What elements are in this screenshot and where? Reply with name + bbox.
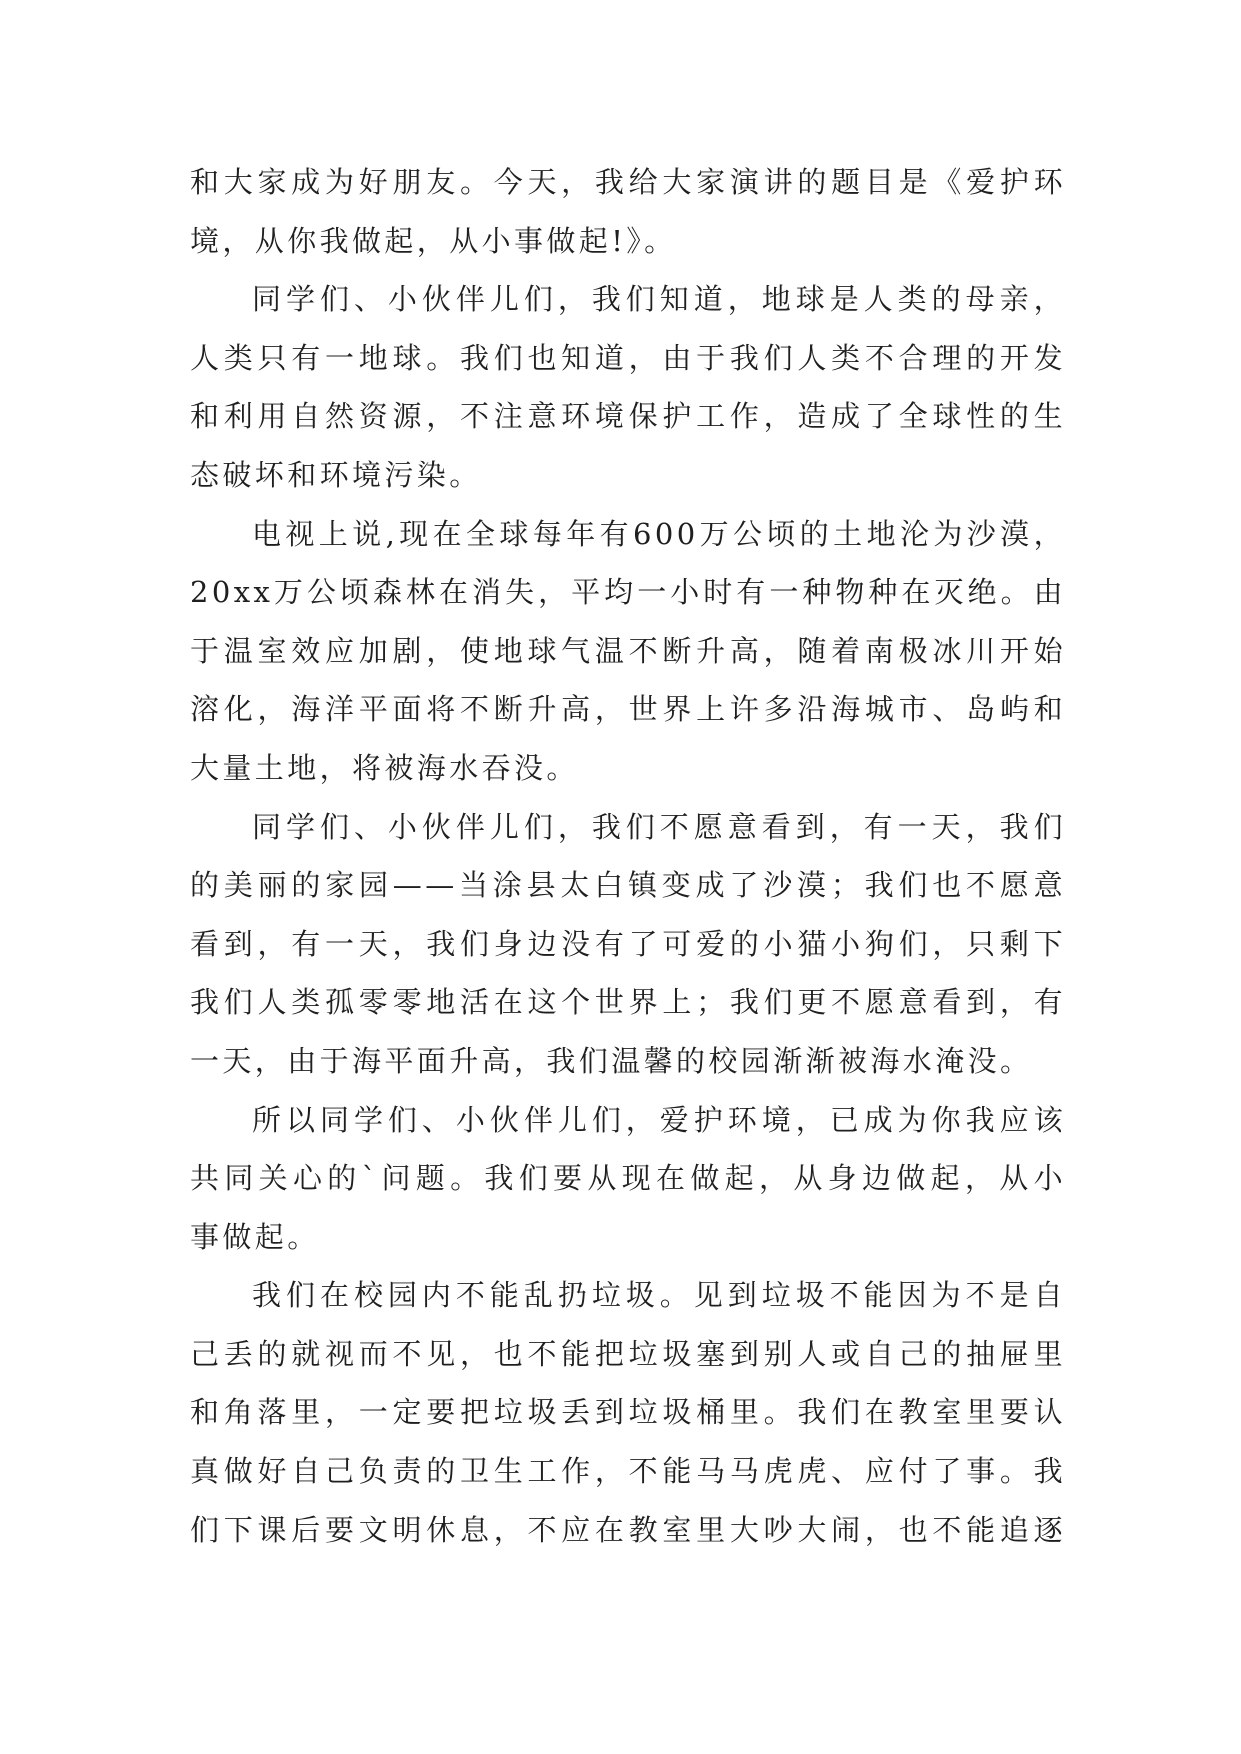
text-line: 同学们、小伙伴儿们，我们知道，地球是人类的母亲， <box>252 282 1066 317</box>
text-line: 们下课后要文明休息，不应在教室里大吵大闹，也不能追逐 <box>190 1512 1066 1547</box>
text-line: 我们人类孤零零地活在这个世界上；我们更不愿意看到，有 <box>190 985 1066 1020</box>
text-line: 和利用自然资源，不注意环境保护工作，造成了全球性的生 <box>190 399 1066 434</box>
paragraph-3 <box>190 505 1066 798</box>
document-body <box>190 153 1066 1559</box>
text-line: 的美丽的家园——当涂县太白镇变成了沙漠；我们也不愿意 <box>190 868 1066 903</box>
text-line: 真做好自己负责的卫生工作，不能马马虎虎、应付了事。我 <box>190 1454 1066 1489</box>
text-line: 境，从你我做起，从小事做起!》。 <box>190 223 677 258</box>
paragraph-4 <box>190 798 1066 1091</box>
text-line: 和角落里，一定要把垃圾丢到垃圾桶里。我们在教室里要认 <box>190 1395 1066 1430</box>
text-line: 于温室效应加剧，使地球气温不断升高，随着南极冰川开始 <box>190 633 1066 668</box>
text-line: 我们在校园内不能乱扔垃圾。见到垃圾不能因为不是自 <box>252 1278 1066 1313</box>
text-line: 事做起。 <box>190 1219 320 1254</box>
text-line: 一天，由于海平面升高，我们温馨的校园渐渐被海水淹没。 <box>190 1043 1033 1078</box>
paragraph-2 <box>190 270 1066 504</box>
text-line: 看到，有一天，我们身边没有了可爱的小猫小狗们，只剩下 <box>190 926 1066 961</box>
text-line: 电视上说,现在全球每年有600万公顷的土地沦为沙漠， <box>252 516 1066 551</box>
text-line: 己丢的就视而不见，也不能把垃圾塞到别人或自己的抽屉里 <box>190 1336 1066 1371</box>
text-line: 人类只有一地球。我们也知道，由于我们人类不合理的开发 <box>190 340 1066 375</box>
text-line: 态破坏和环境污染。 <box>190 457 482 492</box>
text-line: 共同关心的`问题。我们要从现在做起，从身边做起，从小 <box>190 1161 1066 1196</box>
text-line: 所以同学们、小伙伴儿们，爱护环境，已成为你我应该 <box>252 1102 1066 1137</box>
paragraph-6 <box>190 1266 1066 1559</box>
text-line: 溶化，海洋平面将不断升高，世界上许多沿海城市、岛屿和 <box>190 692 1066 727</box>
text-line: 同学们、小伙伴儿们，我们不愿意看到，有一天，我们 <box>252 809 1066 844</box>
paragraph-1 <box>190 153 1066 270</box>
text-line: 和大家成为好朋友。今天，我给大家演讲的题目是《爱护环 <box>190 165 1066 199</box>
text-line: 大量土地，将被海水吞没。 <box>190 750 579 785</box>
text-line: 20xx万公顷森林在消失，平均一小时有一种物种在灭绝。由 <box>190 575 1066 610</box>
paragraph-5 <box>190 1091 1066 1267</box>
